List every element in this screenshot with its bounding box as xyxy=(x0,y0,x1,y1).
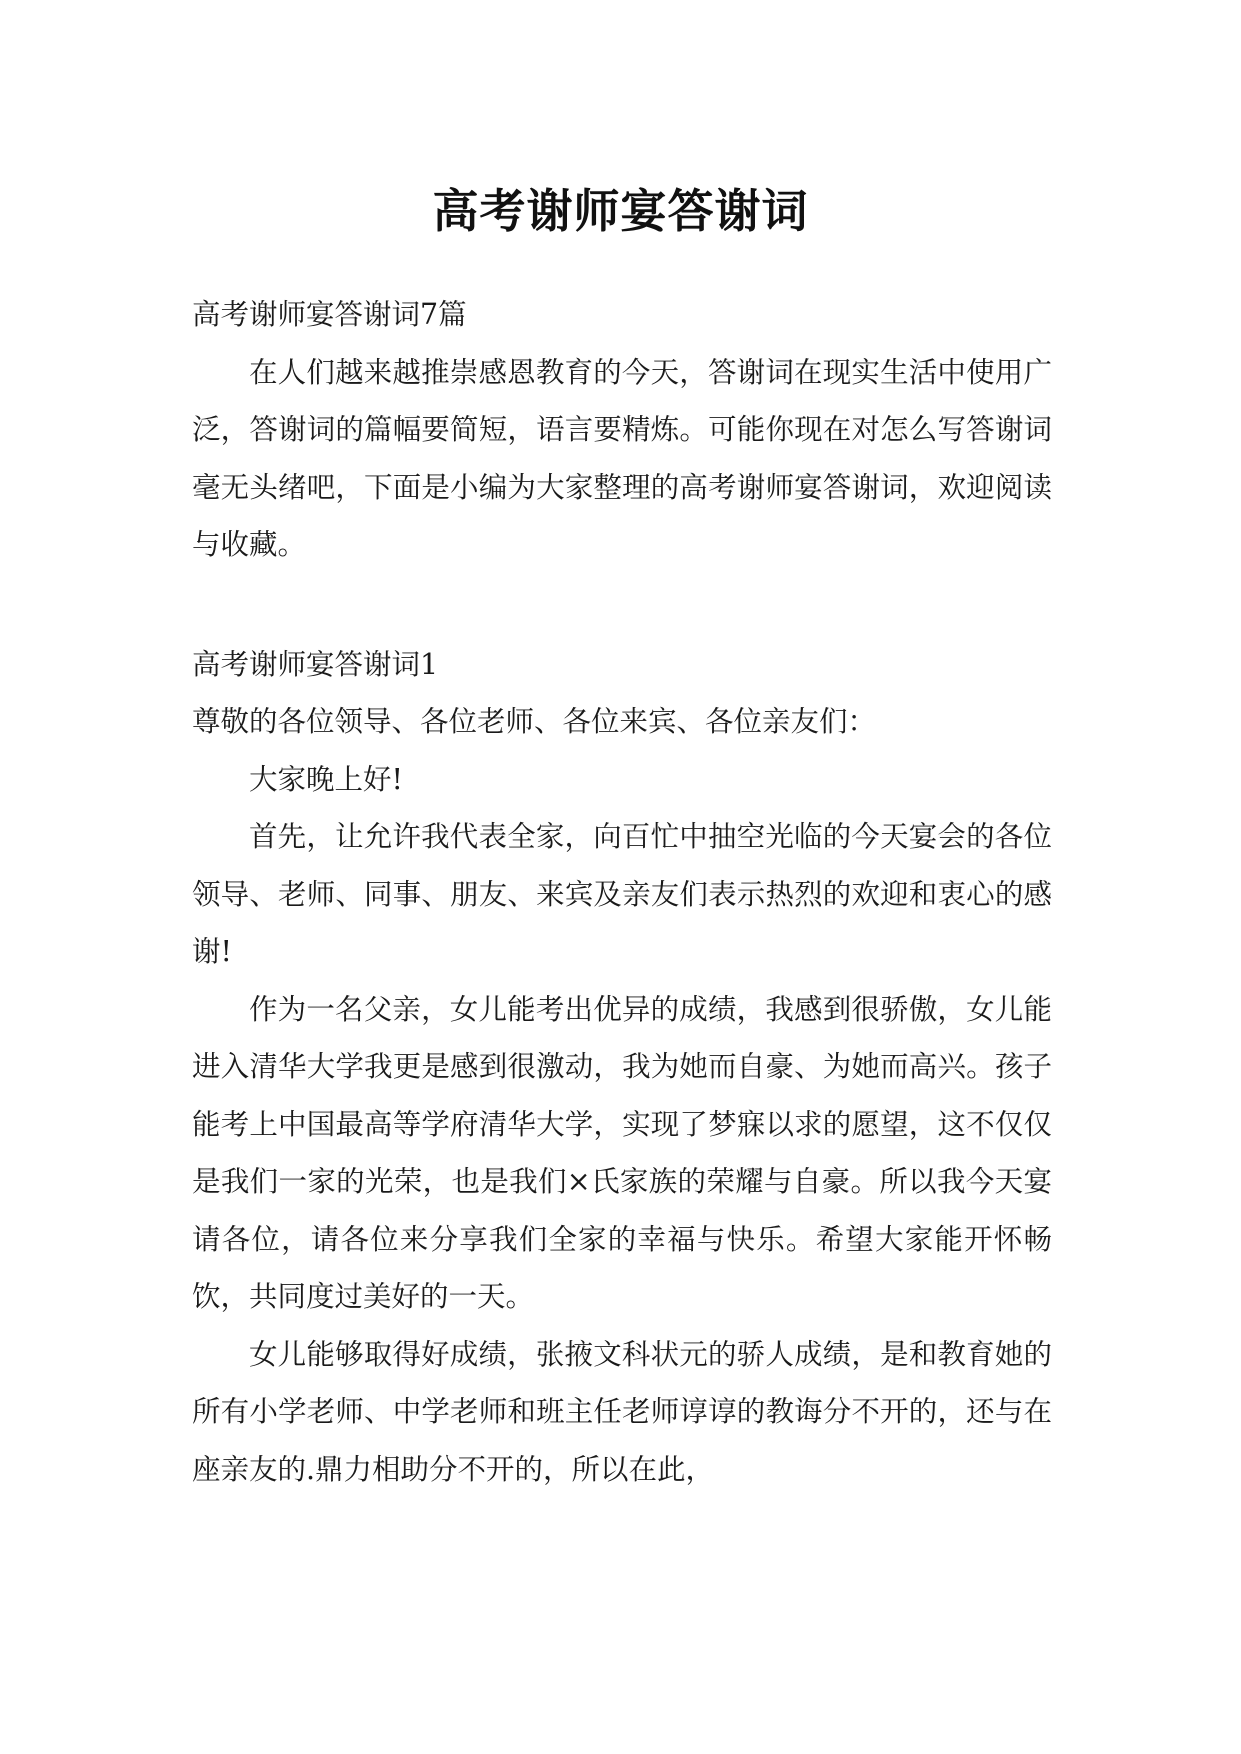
body-paragraph: 首先，让允许我代表全家，向百忙中抽空光临的今天宴会的各位领导、老师、同事、朋友、来宾及亲友们表示热烈的欢迎和衷心的感谢! xyxy=(192,820,1052,968)
salutation: 尊敬的各位领导、各位老师、各位来宾、各位亲友们： xyxy=(192,705,877,738)
body-paragraph: 作为一名父亲，女儿能考出优异的成绩，我感到很骄傲，女儿能进入清华大学我更是感到很激动，我为她而自豪、为她而高兴。孩子能考上中国最高等学府清华大学，实现了梦寐以求的愿望，这不仅仅是我们一家的光荣，也是我们×氏家族的荣耀与自豪。所以我今天宴请各位，请各位来分享我们全家的幸福与快乐。希望大家能开怀畅饮，共同度过美好的一天。 xyxy=(192,992,1052,1313)
section-heading: 高考谢师宴答谢词1 xyxy=(192,647,439,681)
body-paragraph: 女儿能够取得好成绩，张掖文科状元的骄人成绩，是和教育她的所有小学老师、中学老师和班主任老师谆谆的教诲分不开的，还与在座亲友的.鼎力相助分不开的，所以在此， xyxy=(192,1337,1052,1486)
document-body xyxy=(192,286,1052,1498)
greeting: 大家晚上好! xyxy=(249,762,403,796)
intro-paragraph: 在人们越来越推崇感恩教育的今天，答谢词在现实生活中使用广泛，答谢词的篇幅要简短，语言要精炼。可能你现在对怎么写答谢词毫无头绪吧，下面是小编为大家整理的高考谢师宴答谢词，欢迎阅读与收藏。 xyxy=(192,355,1052,561)
document-title: 高考谢师宴答谢词 xyxy=(432,183,809,238)
document-subtitle: 高考谢师宴答谢词7篇 xyxy=(192,298,467,331)
section-gap xyxy=(192,574,1052,636)
